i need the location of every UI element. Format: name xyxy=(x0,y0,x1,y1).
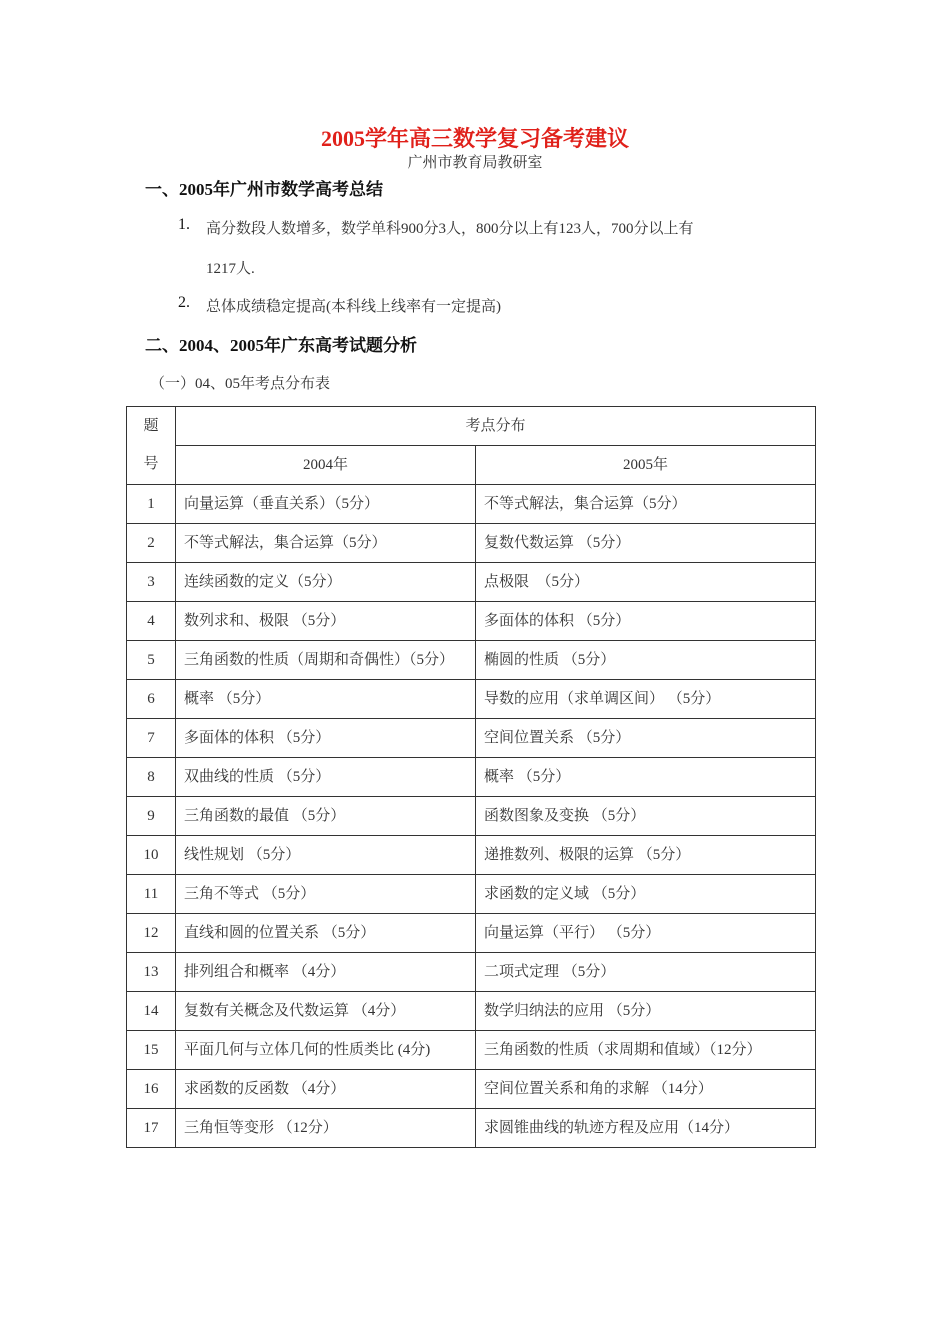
topic-2004-cell: 求函数的反函数 （4分） xyxy=(176,1070,476,1109)
table-row xyxy=(127,719,816,758)
topic-2005-cell: 求函数的定义域 （5分） xyxy=(476,875,816,914)
list-item-number: 2. xyxy=(178,294,190,311)
topic-2005-cell: 多面体的体积 （5分） xyxy=(476,602,816,641)
question-number-cell: 1 xyxy=(127,485,176,524)
header-2004: 2004年 xyxy=(176,446,476,485)
question-number-cell: 12 xyxy=(127,914,176,953)
question-number-cell: 8 xyxy=(127,758,176,797)
list-item-number: 1. xyxy=(178,216,190,233)
question-number-cell: 10 xyxy=(127,836,176,875)
section-1-heading: 一、2005年广州市数学高考总结 xyxy=(145,180,383,199)
topic-2005-cell: 不等式解法，集合运算（5分） xyxy=(476,485,816,524)
header-question-number xyxy=(127,407,176,485)
table-row xyxy=(127,602,816,641)
topic-2004-cell: 多面体的体积 （5分） xyxy=(176,719,476,758)
list-item-1-text: 高分数段人数增多，数学单科900分3人，800分以上有123人，700分以上有 xyxy=(206,221,694,237)
table-row xyxy=(127,641,816,680)
section-2-heading: 二、2004、2005年广东高考试题分析 xyxy=(145,336,417,355)
topic-2005-cell: 递推数列、极限的运算 （5分） xyxy=(476,836,816,875)
table-row xyxy=(127,758,816,797)
header-topic-distribution: 考点分布 xyxy=(176,407,816,446)
topic-2004-cell: 三角不等式 （5分） xyxy=(176,875,476,914)
topic-2005-cell: 椭圆的性质 （5分） xyxy=(476,641,816,680)
question-number-cell: 13 xyxy=(127,953,176,992)
topic-2005-cell: 三角函数的性质（求周期和值域）（12分） xyxy=(476,1031,816,1070)
topic-2005-cell: 函数图象及变换 （5分） xyxy=(476,797,816,836)
exam-topic-table xyxy=(126,406,816,1148)
topic-2005-cell: 复数代数运算 （5分） xyxy=(476,524,816,563)
question-number-cell: 2 xyxy=(127,524,176,563)
topic-2004-cell: 直线和圆的位置关系 （5分） xyxy=(176,914,476,953)
question-number-cell: 14 xyxy=(127,992,176,1031)
question-number-cell: 9 xyxy=(127,797,176,836)
table-row xyxy=(127,875,816,914)
list-item-2-text: 总体成绩稳定提高(本科线上线率有一定提高) xyxy=(206,299,501,315)
topic-2005-cell: 二项式定理 （5分） xyxy=(476,953,816,992)
header-2005: 2005年 xyxy=(476,446,816,485)
table-row xyxy=(127,836,816,875)
topic-2004-cell: 三角恒等变形 （12分） xyxy=(176,1109,476,1148)
topic-2005-cell: 空间位置关系和角的求解 （14分） xyxy=(476,1070,816,1109)
document-title: 2005学年高三数学复习备考建议 xyxy=(320,126,629,151)
header-no-char-2: 号 xyxy=(143,456,159,472)
topic-2004-cell: 复数有关概念及代数运算 （4分） xyxy=(176,992,476,1031)
header-no-char-1: 题 xyxy=(143,418,159,434)
question-number-cell: 4 xyxy=(127,602,176,641)
topic-2005-cell: 导数的应用（求单调区间） （5分） xyxy=(476,680,816,719)
topic-2004-cell: 不等式解法，集合运算（5分） xyxy=(176,524,476,563)
table-row xyxy=(127,1031,816,1070)
topic-2004-cell: 三角函数的最值 （5分） xyxy=(176,797,476,836)
question-number-cell: 5 xyxy=(127,641,176,680)
topic-2005-cell: 概率 （5分） xyxy=(476,758,816,797)
question-number-cell: 3 xyxy=(127,563,176,602)
topic-2004-cell: 平面几何与立体几何的性质类比 (4分) xyxy=(176,1031,476,1070)
question-number-cell: 15 xyxy=(127,1031,176,1070)
table-row xyxy=(127,1070,816,1109)
topic-2004-cell: 排列组合和概率 （4分） xyxy=(176,953,476,992)
question-number-cell: 7 xyxy=(127,719,176,758)
table-subheader-row xyxy=(127,446,816,485)
topic-2005-cell: 点极限 （5分） xyxy=(476,563,816,602)
document-subtitle: 广州市教育局教研室 xyxy=(407,155,543,171)
table-row xyxy=(127,992,816,1031)
table-caption: （一）04、05年考点分布表 xyxy=(150,376,331,392)
topic-2005-cell: 向量运算（平行） （5分） xyxy=(476,914,816,953)
topic-2005-cell: 空间位置关系 （5分） xyxy=(476,719,816,758)
table-row xyxy=(127,914,816,953)
topic-2004-cell: 向量运算（垂直关系）（5分） xyxy=(176,485,476,524)
table-header-row xyxy=(127,407,816,446)
table-row xyxy=(127,953,816,992)
question-number-cell: 11 xyxy=(127,875,176,914)
table-row xyxy=(127,563,816,602)
question-number-cell: 17 xyxy=(127,1109,176,1148)
question-number-cell: 6 xyxy=(127,680,176,719)
table-row xyxy=(127,797,816,836)
topic-2005-cell: 数学归纳法的应用 （5分） xyxy=(476,992,816,1031)
table-row xyxy=(127,524,816,563)
table-row xyxy=(127,680,816,719)
question-number-cell: 16 xyxy=(127,1070,176,1109)
table-row xyxy=(127,485,816,524)
topic-2004-cell: 数列求和、极限 （5分） xyxy=(176,602,476,641)
topic-2004-cell: 连续函数的定义（5分） xyxy=(176,563,476,602)
topic-2004-cell: 线性规划 （5分） xyxy=(176,836,476,875)
topic-2005-cell: 求圆锥曲线的轨迹方程及应用（14分） xyxy=(476,1109,816,1148)
list-item-1-text-cont: 1217人. xyxy=(206,261,255,277)
topic-2004-cell: 三角函数的性质（周期和奇偶性）（5分） xyxy=(176,641,476,680)
topic-2004-cell: 概率 （5分） xyxy=(176,680,476,719)
table-row xyxy=(127,1109,816,1148)
topic-2004-cell: 双曲线的性质 （5分） xyxy=(176,758,476,797)
